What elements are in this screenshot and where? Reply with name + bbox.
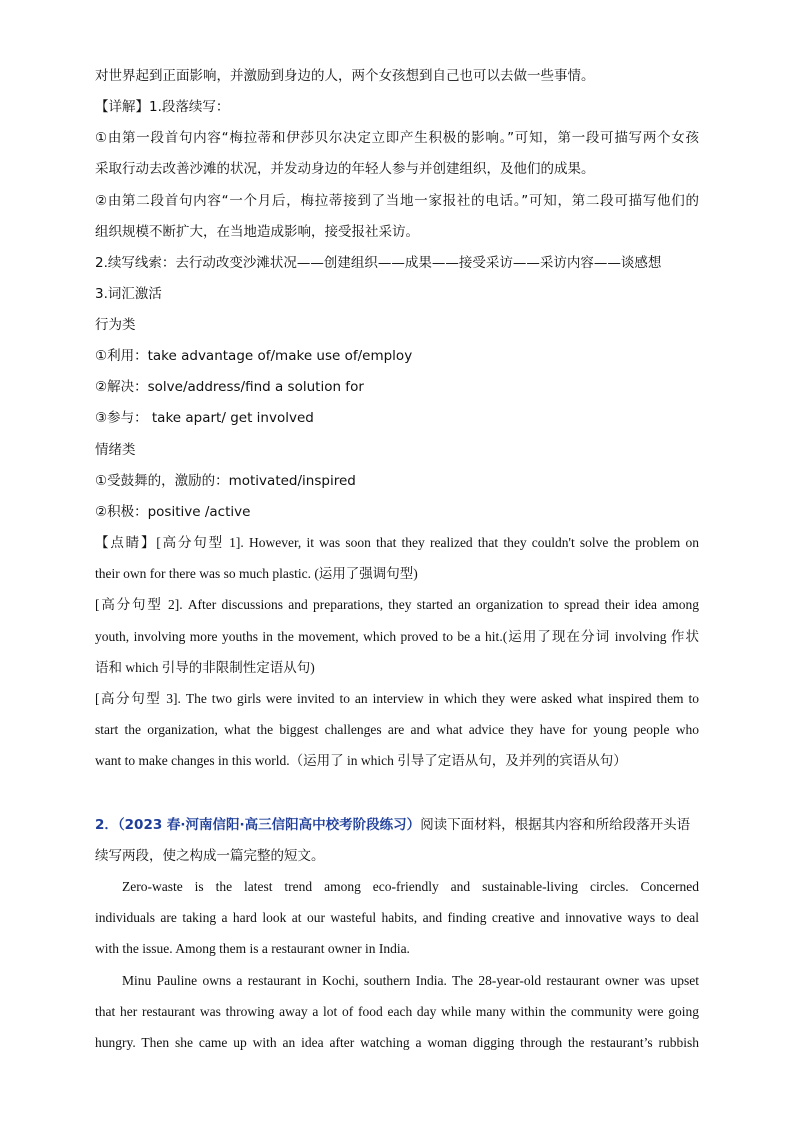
text-line: 组织规模不断扩大，在当地造成影响，接受报社采访。 xyxy=(95,224,419,240)
passage-line: hungry. Then she came up with an idea after watching a woman digging through the restaurant’s rubbish xyxy=(95,1035,699,1050)
question-instruction-line: 续写两段，使之构成一篇完整的短文。 xyxy=(95,848,325,864)
text-line: ①由第一段首句内容“梅拉蒂和伊莎贝尔决定立即产生积极的影响。”可知，第一段可描写两个女孩 xyxy=(95,130,699,146)
passage-line: Minu Pauline owns a restaurant in Kochi, southern India. The 28-year-old restaurant owner was upset xyxy=(122,973,699,988)
text-line: 3.词汇激活 xyxy=(95,286,162,302)
passage-line: Zero-waste is the latest trend among eco-friendly and sustainable-living circles. Concerned xyxy=(122,879,699,894)
text-line: 语和 which 引导的非限制性定语从句) xyxy=(95,660,315,675)
text-line: start the organization, what the biggest challenges are and what advice they have for young people who xyxy=(95,722,699,737)
text-line: ①利用：take advantage of/make use of/employ xyxy=(95,348,413,364)
text-line: ①受鼓舞的，激励的：motivated/inspired xyxy=(95,473,356,489)
text-line: 【点睛】[高分句型 1]. However, it was soon that they realized that they couldn't solve the problem on xyxy=(95,535,699,550)
question-number: 2． xyxy=(95,817,118,833)
text-line: 行为类 xyxy=(95,317,136,333)
text-line: [高分句型 3]. The two girls were invited to an interview in which they were asked what inspired them to xyxy=(95,691,699,706)
passage-line: individuals are taking a hard look at our wasteful habits, and finding creative and innovative ways to deal xyxy=(95,910,699,925)
text-line: 对世界起到正面影响，并激励到身边的人，两个女孩想到自己也可以去做一些事情。 xyxy=(95,68,595,84)
question-instruction: 阅读下面材料，根据其内容和所给段落开头语 xyxy=(420,817,691,833)
text-line: their own for there was so much plastic. (运用了强调句型) xyxy=(95,566,418,581)
question-source: （2023 春·河南信阳·高三信阳高中校考阶段练习） xyxy=(117,817,421,833)
text-line: want to make changes in this world.（运用了 in which 引导了定语从句，及并列的宾语从句） xyxy=(95,753,627,768)
text-line: ②积极：positive /active xyxy=(95,504,251,520)
passage-line: that her restaurant was throwing away a lot of food each day while many within the community were going xyxy=(95,1004,699,1019)
text-line: ②由第二段首句内容“一个月后，梅拉蒂接到了当地一家报社的电话。”可知，第二段可描写他们的 xyxy=(95,193,699,209)
text-line: 采取行动去改善沙滩的状况，并发动身边的年轻人参与并创建组织，及他们的成果。 xyxy=(95,161,595,177)
text-line: 【详解】1.段落续写： xyxy=(95,99,230,115)
passage-line: with the issue. Among them is a restaurant owner in India. xyxy=(95,941,410,956)
text-line: 情绪类 xyxy=(95,442,136,458)
text-line: [高分句型 2]. After discussions and preparations, they started an organization to spread their idea among xyxy=(95,597,699,612)
text-line: ②解决：solve/address/find a solution for xyxy=(95,379,364,395)
text-line: 2.续写线索：去行动改变沙滩状况——创建组织——成果——接受采访——采访内容——谈感想 xyxy=(95,255,662,271)
text-line: youth, involving more youths in the movement, which proved to be a hit.(运用了现在分词 involving 作状 xyxy=(95,629,699,644)
question-heading xyxy=(95,815,699,835)
text-line: ③参与： take apart/ get involved xyxy=(95,410,314,426)
